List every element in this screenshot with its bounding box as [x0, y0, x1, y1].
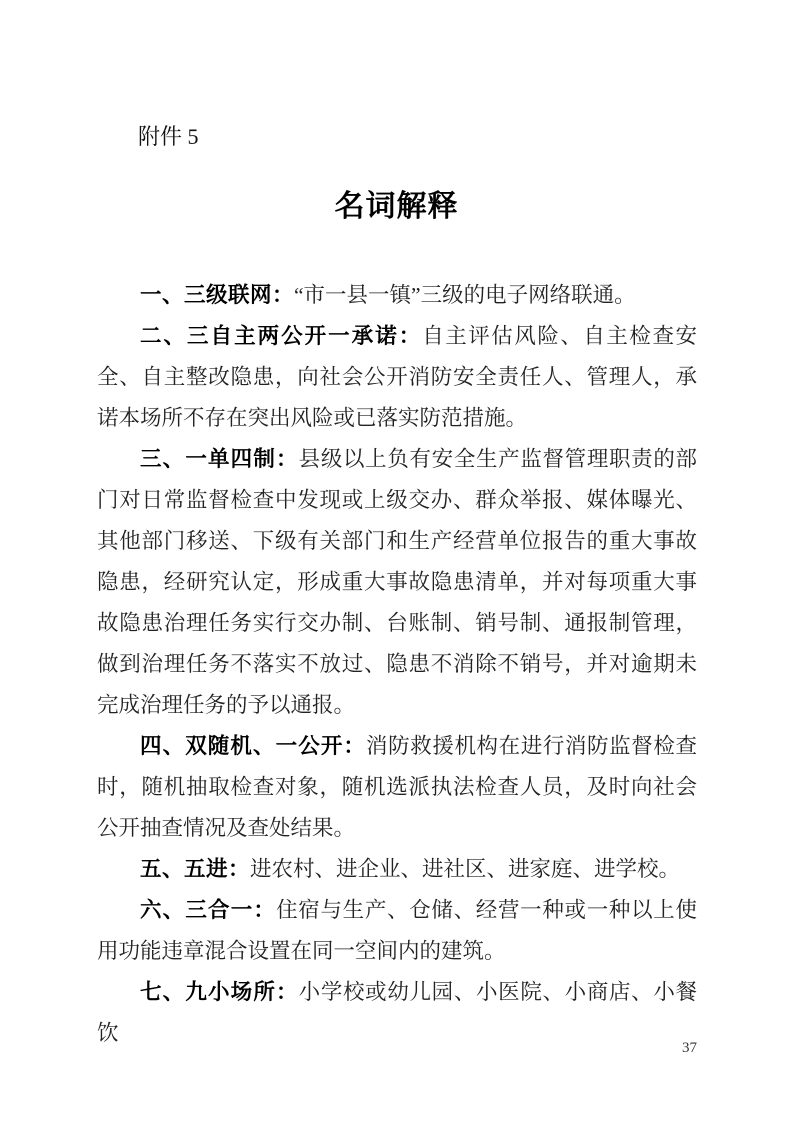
- term-name: 六、三合一：: [140, 898, 277, 922]
- term-paragraph: [97, 972, 697, 1054]
- term-paragraph: [97, 726, 697, 849]
- page-number: 37: [682, 1040, 697, 1056]
- term-name: 四、双随机、一公开：: [140, 734, 367, 758]
- term-definition: 小学校或幼儿园、小医院、小商店、小餐饮: [97, 980, 697, 1045]
- document-body: [97, 275, 697, 1054]
- term-name: 三、一单四制：: [140, 447, 299, 471]
- term-name: 七、九小场所：: [140, 980, 299, 1004]
- term-paragraph: [97, 890, 697, 972]
- term-name: 二、三自主两公开一承诺：: [140, 324, 423, 348]
- page-title: 名词解释: [334, 190, 459, 223]
- term-definition: 消防救援机构在进行消防监督检查时，随机抽取检查对象，随机选派执法检查人员，及时向社会公开抽查情况及查处结果。: [97, 734, 697, 840]
- term-definition: 自主评估风险、自主检查安全、自主整改隐患，向社会公开消防安全责任人、管理人，承诺本场所不存在突出风险或已落实防范措施。: [97, 324, 697, 430]
- term-paragraph: [97, 316, 697, 439]
- term-name: 一、三级联网：: [140, 283, 295, 307]
- term-definition: 县级以上负有安全生产监督管理职责的部门对日常监督检查中发现或上级交办、群众举报、媒体曝光、其他部门移送、下级有关部门和生产经营单位报告的重大事故隐患，经研究认定，形成重大事故隐患清单，并对每项重大事故隐患治理任务实行交办制、台账制、销号制、通报制管理，做到治理任务不落实不放过、隐患不消除不销号，并对逾期未完成治理任务的予以通报。: [97, 447, 697, 717]
- attachment-label: 附件 5: [138, 124, 199, 149]
- term-definition: “市一县一镇”三级的电子网络联通。: [294, 283, 636, 307]
- term-definition: 进农村、进企业、进社区、进家庭、进学校。: [250, 857, 681, 881]
- term-paragraph: [97, 275, 697, 316]
- term-definition: 住宿与生产、仓储、经营一种或一种以上使用功能违章混合设置在同一空间内的建筑。: [97, 898, 697, 963]
- term-paragraph: [97, 849, 697, 890]
- term-paragraph: [97, 439, 697, 726]
- term-name: 五、五进：: [140, 857, 251, 881]
